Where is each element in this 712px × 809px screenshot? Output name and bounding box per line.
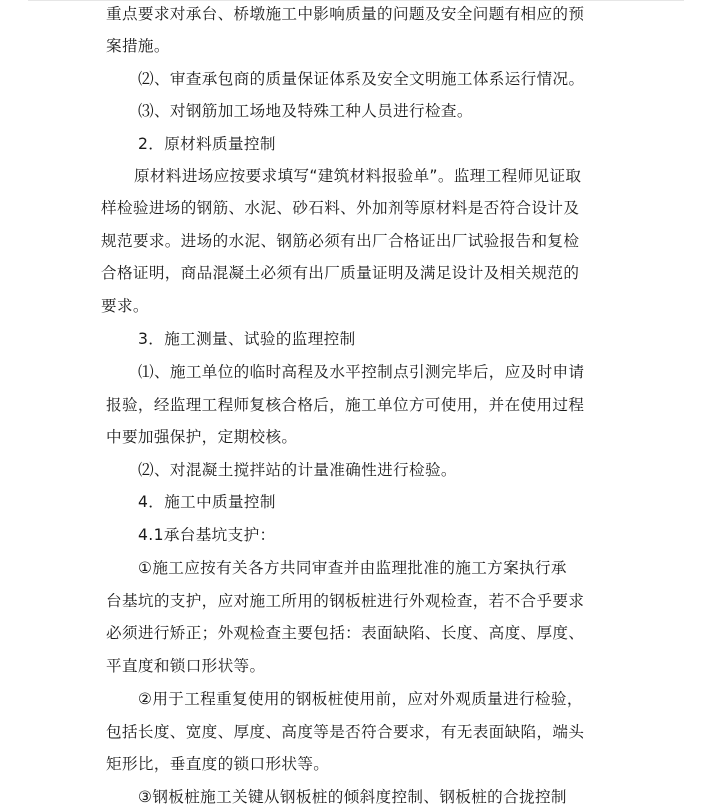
section-heading: 4．施工中质量控制 bbox=[138, 493, 276, 511]
text-line: 矩形比，垂直度的锁口形状等。 bbox=[106, 755, 330, 773]
text-line: 样检验进场的钢筋、水泥、砂石料、外加剂等原材料是否符合设计及 bbox=[101, 199, 580, 217]
text-line: ①施工应按有关各方共同审查并由监理批准的施工方案执行承 bbox=[138, 559, 567, 577]
section-heading: 3．施工测量、试验的监理控制 bbox=[138, 330, 356, 348]
text-line: 案措施。 bbox=[106, 37, 170, 55]
text-line: 中要加强保护，定期校核。 bbox=[106, 428, 298, 446]
text-line: 原材料进场应按要求填写“建筑材料报验单”。监理工程师见证取 bbox=[134, 167, 582, 185]
text-line: 规范要求。进场的水泥、钢筋必须有出厂合格证出厂试验报告和复检 bbox=[101, 232, 580, 250]
text-line: 平直度和锁口形状等。 bbox=[106, 657, 266, 675]
text-line: ⑵、对混凝土搅拌站的计量准确性进行检验。 bbox=[138, 461, 457, 479]
text-line: 台基坑的支护，应对施工所用的钢板桩进行外观检查，若不合乎要求 bbox=[106, 592, 585, 610]
text-line: ⑴、施工单位的临时高程及水平控制点引测完毕后，应及时申请 bbox=[138, 363, 585, 381]
page-top-border bbox=[28, 0, 684, 1]
text-line: 报验，经监理工程师复核合格后，施工单位方可使用，并在使用过程 bbox=[106, 396, 585, 414]
text-line: 必须进行矫正；外观检查主要包括：表面缺陷、长度、高度、厚度、 bbox=[106, 624, 585, 642]
text-line: ③钢板桩施工关键从钢板桩的倾斜度控制、钢板桩的合拢控制 bbox=[138, 788, 567, 806]
text-line: ⑵、审查承包商的质量保证体系及安全文明施工体系运行情况。 bbox=[138, 70, 585, 88]
text-line: 重点要求对承台、桥墩施工中影响质量的问题及安全问题有相应的预 bbox=[106, 5, 585, 23]
text-line: 合格证明，商品混凝土必须有出厂质量证明及满足设计及相关规范的 bbox=[101, 264, 580, 282]
text-line: ⑶、对钢筋加工场地及特殊工种人员进行检查。 bbox=[138, 102, 473, 120]
section-heading: 2．原材料质量控制 bbox=[138, 135, 276, 153]
text-line: ②用于工程重复使用的钢板桩使用前，应对外观质量进行检验， bbox=[138, 690, 583, 708]
subsection-heading: 4.1承台基坑支护： bbox=[138, 526, 276, 544]
text-line: 包括长度、宽度、厚度、高度等是否符合要求，有无表面缺陷，端头 bbox=[106, 723, 585, 741]
text-line: 要求。 bbox=[101, 297, 149, 315]
